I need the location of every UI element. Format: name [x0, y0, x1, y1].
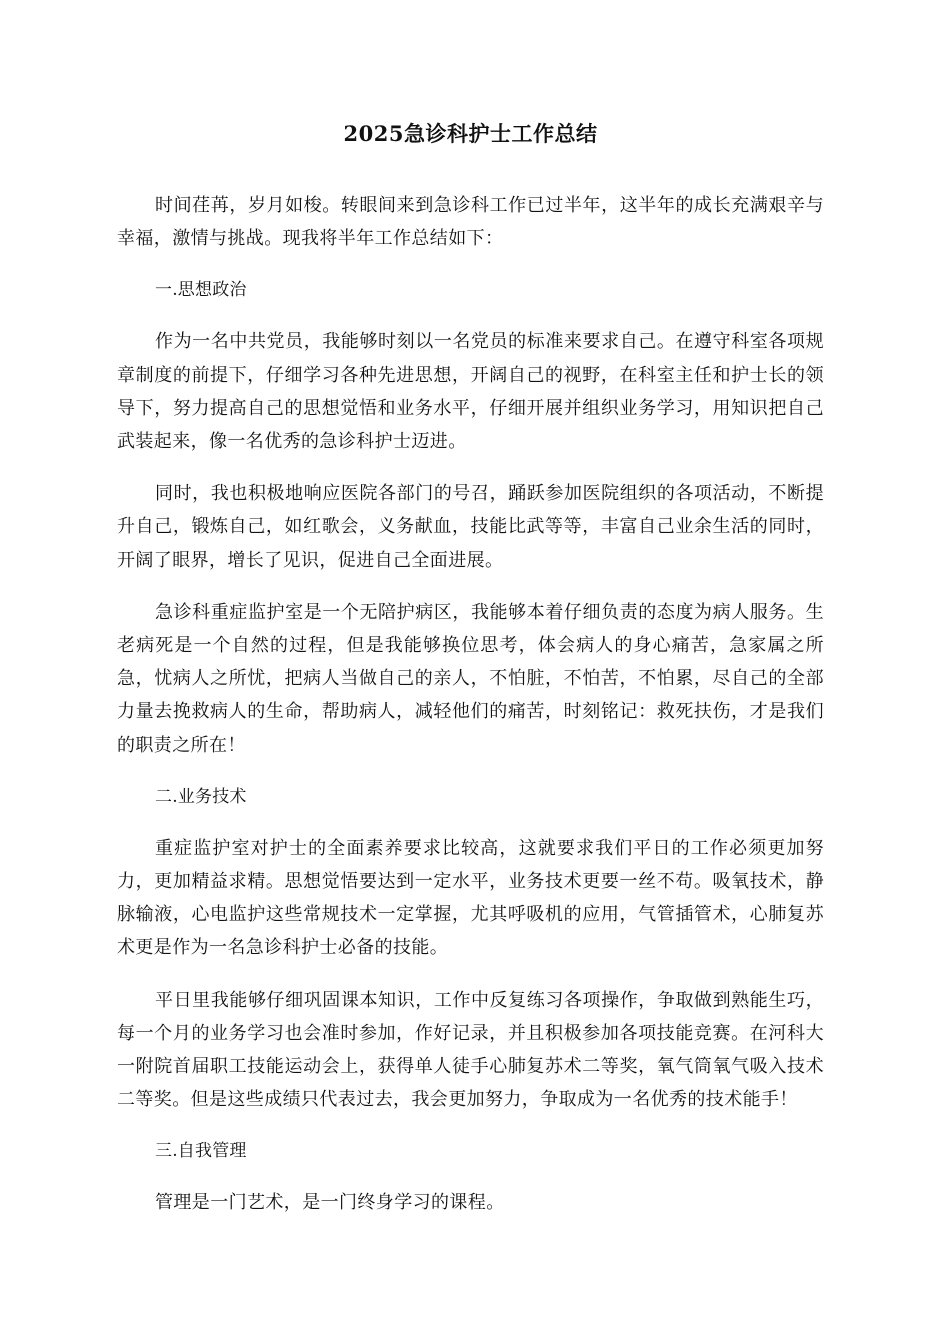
section-2-paragraph-1: 重症监护室对护士的全面素养要求比较高，这就要求我们平日的工作必须更加努力，更加精益求精。思想觉悟要达到一定水平，业务技术更要一丝不苟。吸氧技术，静脉输液，心电监护这些常规技术一定掌握，尤其呼吸机的应用，气管插管术，心肺复苏术更是作为一名急诊科护士必备的技能。: [117, 837, 824, 959]
section-1-paragraph-3: 急诊科重症监护室是一个无陪护病区，我能够本着仔细负责的态度为病人服务。生老病死是一个自然的过程，但是我能够换位思考，体会病人的身心痛苦，急家属之所急，忧病人之所忧，把病人当做自己的亲人，不怕脏，不怕苦，不怕累，尽自己的全部力量去挽救病人的生命，帮助病人，减轻他们的痛苦，时刻铭记：救死扶伤，才是我们的职责之所在！: [117, 601, 824, 756]
section-1-paragraph-2: 同时，我也积极地响应医院各部门的号召，踊跃参加医院组织的各项活动，不断提升自己，锻炼自己，如红歌会，义务献血，技能比武等等，丰富自己业余生活的同时，开阔了眼界，增长了见识，促进自己全面进展。: [117, 483, 824, 571]
section-1-paragraph-1: 作为一名中共党员，我能够时刻以一名党员的标准来要求自己。在遵守科室各项规章制度的前提下，仔细学习各种先进思想，开阔自己的视野，在科室主任和护士长的领导下，努力提高自己的思想觉悟和业务水平，仔细开展并组织业务学习，用知识把自己武装起来，像一名优秀的急诊科护士迈进。: [117, 331, 824, 453]
section-heading-2: 二.业务技术: [155, 786, 247, 807]
section-2-paragraph-2: 平日里我能够仔细巩固课本知识，工作中反复练习各项操作，争取做到熟能生巧，每一个月的业务学习也会准时参加，作好记录，并且积极参加各项技能竞赛。在河科大一附院首届职工技能运动会上，获得单人徒手心肺复苏术二等奖，氧气筒氧气吸入技术二等奖。但是这些成绩只代表过去，我会更加努力，争取成为一名优秀的技术能手！: [117, 989, 824, 1111]
section-heading-1: 一.思想政治: [155, 280, 247, 301]
intro-paragraph: 时间荏苒，岁月如梭。转眼间来到急诊科工作已过半年，这半年的成长充满艰辛与幸福，激情与挑战。现我将半年工作总结如下：: [117, 195, 824, 250]
section-heading-3: 三.自我管理: [155, 1141, 247, 1162]
document-title: 2025急诊科护士工作总结: [343, 121, 598, 146]
section-3-paragraph-1: 管理是一门艺术，是一门终身学习的课程。: [155, 1192, 505, 1214]
